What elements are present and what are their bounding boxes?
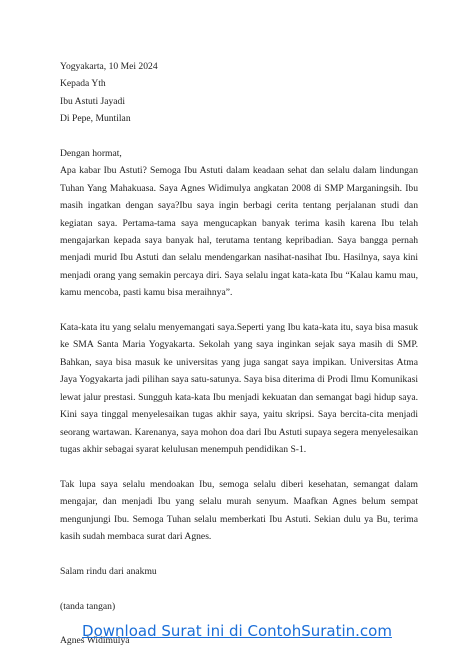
sender-name: Agnes Widimulya <box>60 635 130 647</box>
signature-placeholder: (tanda tangan) <box>60 600 116 612</box>
greeting: Dengan hormat, <box>60 148 122 160</box>
recipient-line-2: Ibu Astuti Jayadi <box>60 95 126 107</box>
letter-body <box>60 58 418 650</box>
place-date: Yogyakarta, 10 Mei 2024 <box>60 61 158 72</box>
download-link[interactable]: Download Surat ini di ContohSuratin.com <box>82 622 392 640</box>
recipient-line-3: Di Pepe, Muntilan <box>60 113 131 125</box>
recipient-line-1: Kepada Yth <box>60 78 106 90</box>
closing: Salam rindu dari anakmu <box>60 565 157 577</box>
paragraph-1: Apa kabar Ibu Astuti? Semoga Ibu Astuti dalam keadaan sehat dan selalu dalam lindungan Tuhan Yang Mahakuasa. Saya Agnes Widimulya angkatan 2008 di SMP Marganingsih. Ibu masih ingatkan dengan saya?Ibu saya ingin berbagi cerita tentang perjalanan studi dan kegiatan saya. Pertama-tama saya mengucapkan banyak terima kasih karena Ibu telah mengajarkan kepada saya banyak hal, terutama tentang kepribadian. Saya bangga pernah menjadi murid Ibu Astuti dan selalu mendengarkan nasihat-nasihat Ibu. Hasilnya, saya kini menjadi orang yang semakin percaya diri. Saya selalu ingat kata-kata Ibu “Kalau kamu mau, kamu mencoba, pasti kamu bisa meraihnya”. <box>60 165 418 299</box>
recipient-block <box>60 75 418 127</box>
paragraph-3: Tak lupa saya selalu mendoakan Ibu, semoga selalu diberi kesehatan, semangat dalam mengajar, dan menjadi Ibu yang selalu murah senyum. Maafkan Agnes belum sempat mengunjungi Ibu. Semoga Tuhan selalu memberkati Ibu Astuti. Sekian dulu ya Bu, terima kasih sudah membaca surat dari Agnes. <box>60 478 418 542</box>
paragraph-2: Kata-kata itu yang selalu menyemangati saya.Seperti yang Ibu kata-kata itu, saya bisa masuk ke SMA Santa Maria Yogyakarta. Sekolah yang saya inginkan sejak saya masih di SMP. Bahkan, saya bisa masuk ke universitas yang juga sangat saya impikan. Universitas Atma Jaya Yogyakarta jadi pilihan saya satu-satunya. Saya bisa diterima di Prodi Ilmu Komunikasi lewat jalur prestasi. Sungguh kata-kata Ibu menjadi kekuatan dan semangat bagi hidup saya. Kini saya tinggal menyelesaikan tugas akhir saya, yaitu skripsi. Saya bercita-cita menjadi seorang wartawan. Karenanya, saya mohon doa dari Ibu Astuti supaya segera menyelesaikan tugas akhir sebagai syarat kelulusan menempuh pendidikan S-1. <box>60 322 418 455</box>
